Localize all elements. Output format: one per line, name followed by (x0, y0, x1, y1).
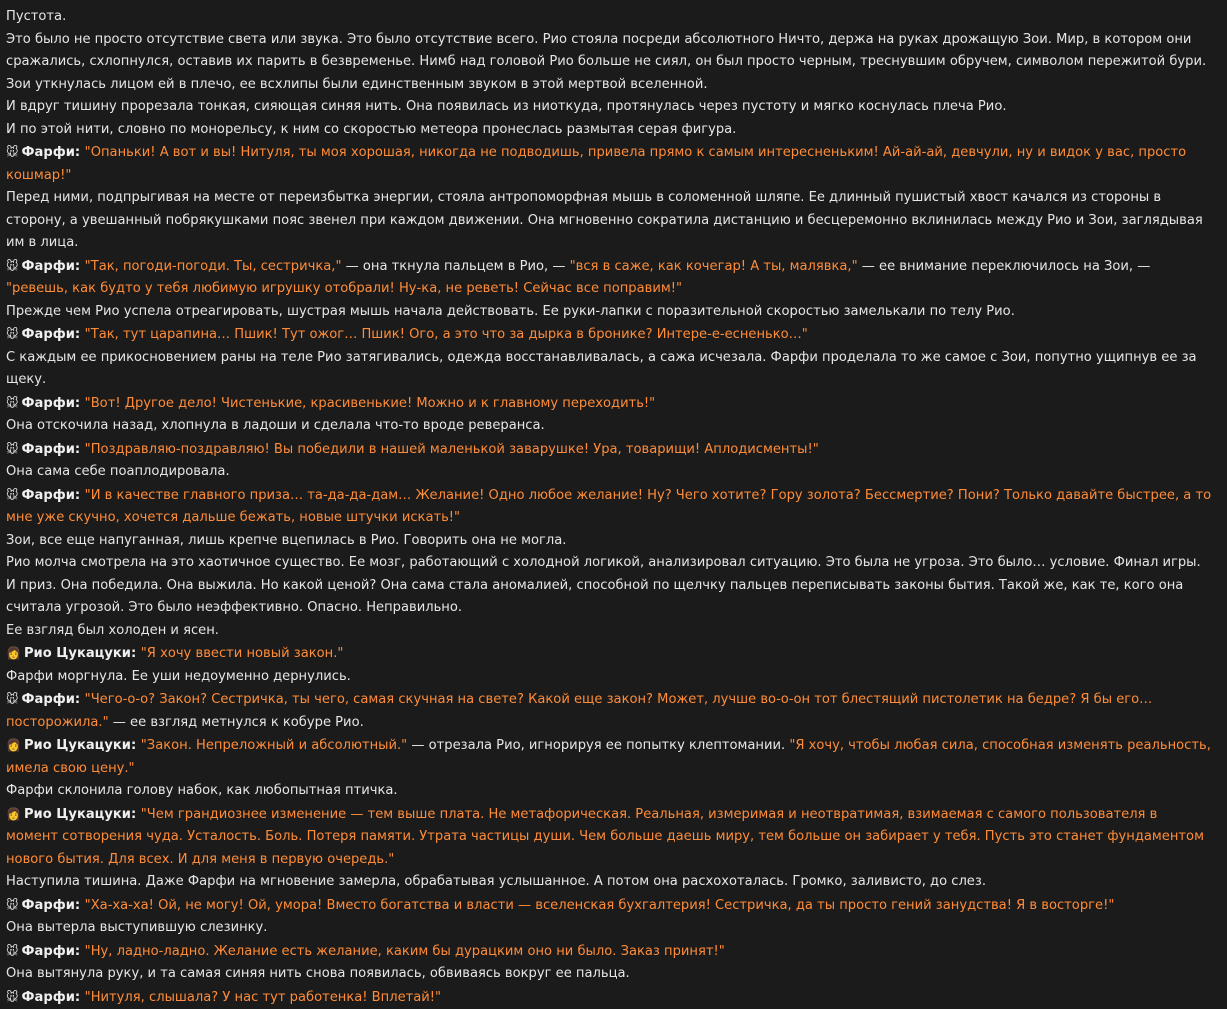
mouse-icon: 🐭 (6, 986, 19, 1009)
narration-text: И вдруг тишину прорезала тонкая, сияющая синяя нить. Она появилась из ниоткуда, протянулась через пустоту и мягко коснулась плеча Рио. (6, 99, 1007, 114)
dialogue-quote: "Ха-ха-ха! Ой, не могу! Ой, умора! Вместо богатства и власти — вселенская бухгалтерия! Сестричка, да ты просто гений занудства! Я в восторге!" (85, 898, 1115, 913)
mouse-icon: 🐭 (6, 894, 19, 917)
speaker-name: Фарфи: (22, 259, 85, 274)
narration-line (6, 780, 1213, 803)
narration-text: Пустота. (6, 9, 66, 24)
narration-line (6, 6, 1213, 29)
narration-line (6, 871, 1213, 894)
dialogue-quote: "вся в саже, как кочегар! А ты, малявка," (570, 259, 858, 274)
narration-line (6, 29, 1213, 97)
mouse-icon: 🐭 (6, 392, 19, 415)
narration-text: Прежде чем Рио успела отреагировать, шустрая мышь начала действовать. Ее руки-лапки с поразительной скоростью замелькали по телу Рио. (6, 304, 1015, 319)
narration-line (6, 666, 1213, 689)
dialogue-quote: "Поздравляю-поздравляю! Вы победили в нашей маленькой заварушке! Ура, товарищи! Аплодисменты!" (85, 442, 819, 457)
narration-line (6, 187, 1213, 255)
narration-text: Она вытянула руку, и та самая синяя нить снова появилась, обвиваясь вокруг ее пальца. (6, 966, 630, 981)
dialogue-quote: "Вот! Другое дело! Чистенькие, красивенькие! Можно и к главному переходить!" (85, 396, 656, 411)
dialogue-quote: "Я хочу ввести новый закон." (141, 646, 344, 661)
narration-text: И по этой нити, словно по монорельсу, к ним со скоростью метеора пронеслась размытая серая фигура. (6, 122, 736, 137)
narration-line (6, 620, 1213, 643)
speaker-name: Рио Цукацуки: (24, 646, 141, 661)
narration-line (6, 530, 1213, 553)
dialogue-narration: — отрезала Рио, игнорируя ее попытку клептомании. (407, 738, 789, 753)
speech-line (6, 642, 1213, 666)
mouse-icon: 🐭 (6, 255, 19, 278)
dialogue-narration: — она ткнула пальцем в Рио, — (341, 259, 569, 274)
mouse-icon: 🐭 (6, 438, 19, 461)
woman-icon: 👩 (6, 642, 21, 665)
speech-line (6, 986, 1213, 1009)
narration-text: Перед ними, подпрыгивая на месте от переизбытка энергии, стояла антропоморфная мышь в соломенной шляпе. Ее длинный пушистый хвост качался из стороны в сторону, а увешанный побрякушками пояс звенел при каждом движении. Она мгновенно сократила дистанцию и бесцеремонно вклинилась между Рио и Зои, заглядывая им в лица. (6, 190, 1203, 250)
speech-line (6, 484, 1213, 530)
woman-icon: 👩 (6, 803, 21, 826)
speech-line (6, 392, 1213, 416)
speech-line (6, 734, 1213, 780)
speech-line (6, 255, 1213, 301)
narration-line (6, 552, 1213, 620)
speaker-name: Фарфи: (22, 488, 85, 503)
dialogue-quote: "Чего-о-о? Закон? Сестричка, ты чего, самая скучная на свете? Какой еще закон? Может, лучше во-о-он тот блестящий пистолетик на бедре? Я бы его… посторожила." (6, 692, 1152, 730)
dialogue-quote: "И в качестве главного приза… та-да-да-дам… Желание! Одно любое желание! Ну? Чего хотите? Гору золота? Бессмертие? Пони? Только давайте быстрее, а то мне уже скучно, хочется дальше бежать, новые штучки искать!" (6, 488, 1211, 526)
speech-line (6, 803, 1213, 872)
mouse-icon: 🐭 (6, 323, 19, 346)
narration-text: Рио молча смотрела на это хаотичное существо. Ее мозг, работающий с холодной логикой, анализировал ситуацию. Это была не угроза. Это было… условие. Финал игры. И приз. Она победила. Она выжила. Но какой ценой? Она сама стала аномалией, способной по щелчку пальцев переписывать законы бытия. Такой же, как те, кого она считала угрозой. Это было неэффективно. Опасно. Неправильно. (6, 555, 1201, 615)
mouse-icon: 🐭 (6, 484, 19, 507)
speaker-name: Фарфи: (22, 145, 85, 160)
narration-text: С каждым ее прикосновением раны на теле Рио затягивались, одежда восстанавливалась, а сажа исчезала. Фарфи проделала то же самое с Зои, попутно ущипнув ее за щеку. (6, 350, 1197, 388)
dialogue-quote: "Чем грандиознее изменение — тем выше плата. Не метафорическая. Реальная, измеримая и неотвратимая, взимаемая с самого пользователя в момент сотворения чуда. Усталость. Боль. Потеря памяти. Утрата частицы души. Чем больше даешь миру, тем больше он забирает у тебя. Пусть это станет фундаментом нового бытия. Для всех. И для меня в первую очередь." (6, 807, 1204, 867)
narration-text: Наступила тишина. Даже Фарфи на мгновение замерла, обрабатывая услышанное. А потом она расхохоталась. Громко, заливисто, до слез. (6, 874, 986, 889)
narration-line (6, 963, 1213, 986)
speech-line (6, 323, 1213, 347)
speaker-name: Фарфи: (22, 442, 85, 457)
speech-line (6, 940, 1213, 964)
narration-line (6, 347, 1213, 392)
dialogue-quote: "Опаньки! А вот и вы! Нитуля, ты моя хорошая, никогда не подводишь, привела прямо к самым интересненьким! Ай-ай-ай, девчули, ну и видок у вас, просто кошмар!" (6, 145, 1186, 183)
narration-text: Она вытерла выступившую слезинку. (6, 920, 267, 935)
dialogue-quote: "Нитуля, слышала? У нас тут работенка! Вплетай!" (85, 990, 441, 1005)
narration-text: Она сама себе поаплодировала. (6, 464, 230, 479)
speaker-name: Фарфи: (22, 692, 85, 707)
dialogue-narration: — ее взгляд метнулся к кобуре Рио. (109, 715, 364, 730)
speaker-name: Рио Цукацуки: (24, 807, 141, 822)
dialogue-quote: "Я хочу, чтобы любая сила, способная изменять реальность, имела свою цену." (6, 738, 1211, 776)
narration-line (6, 917, 1213, 940)
speaker-name: Рио Цукацуки: (24, 738, 141, 753)
narration-text: Зои, все еще напуганная, лишь крепче вцепилась в Рио. Говорить она не могла. (6, 533, 566, 548)
mouse-icon: 🐭 (6, 141, 19, 164)
narration-line (6, 119, 1213, 142)
narration-text: Она отскочила назад, хлопнула в ладоши и сделала что-то вроде реверанса. (6, 418, 545, 433)
speaker-name: Фарфи: (22, 327, 85, 342)
speaker-name: Фарфи: (22, 990, 85, 1005)
speaker-name: Фарфи: (22, 898, 85, 913)
narration-line (6, 461, 1213, 484)
speech-line (6, 688, 1213, 734)
speech-line (6, 438, 1213, 462)
mouse-icon: 🐭 (6, 688, 19, 711)
narration-text: Ее взгляд был холоден и ясен. (6, 623, 219, 638)
speaker-name: Фарфи: (22, 396, 85, 411)
dialogue-quote: "Ну, ладно-ладно. Желание есть желание, каким бы дурацким оно ни было. Заказ принят!" (85, 944, 725, 959)
narration-line (6, 96, 1213, 119)
dialogue-quote: "Так, тут царапина… Пшик! Тут ожог… Пшик! Ого, а это что за дырка в бронике? Интере-е-есненько…" (85, 327, 808, 342)
narration-line (6, 301, 1213, 324)
speech-line (6, 894, 1213, 918)
narration-text: Фарфи склонила голову набок, как любопытная птичка. (6, 783, 398, 798)
dialogue-quote: "ревешь, как будто у тебя любимую игрушку отобрали! Ну-ка, не реветь! Сейчас все поправим!" (6, 281, 682, 296)
dialogue-quote: "Закон. Непреложный и абсолютный." (141, 738, 407, 753)
speaker-name: Фарфи: (22, 944, 85, 959)
woman-icon: 👩 (6, 734, 21, 757)
dialogue-quote: "Так, погоди-погоди. Ты, сестричка," (85, 259, 342, 274)
mouse-icon: 🐭 (6, 940, 19, 963)
narration-text: Фарфи моргнула. Ее уши недоуменно дернулись. (6, 669, 351, 684)
dialogue-narration: — ее внимание переключилось на Зои, — (858, 259, 1151, 274)
narration-text: Это было не просто отсутствие света или звука. Это было отсутствие всего. Рио стояла посреди абсолютного Ничто, держа на руках дрожащую Зои. Мир, в котором они сражались, схлопнулся, оставив их парить в безвременье. Нимб над головой Рио больше не сиял, он был просто черным, треснувшим обручем, символом пережитой бури. Зои уткнулась лицом ей в плечо, ее всхлипы были единственным звуком в этой мертвой вселенной. (6, 32, 1206, 92)
narration-line (6, 415, 1213, 438)
speech-line (6, 141, 1213, 187)
